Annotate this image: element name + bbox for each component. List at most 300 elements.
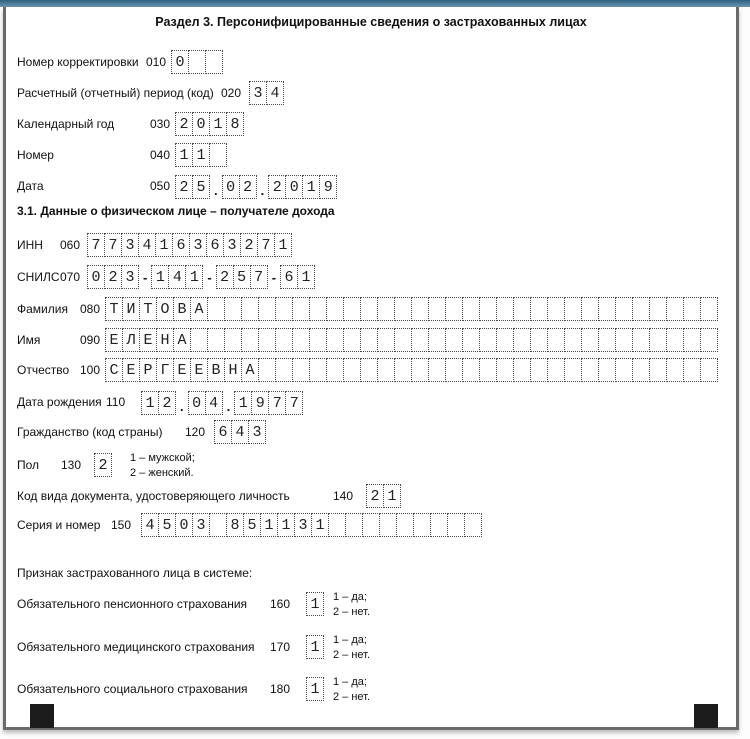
form-cell: 1	[185, 265, 203, 289]
form-cell	[445, 297, 463, 321]
form-cell: Л	[122, 328, 140, 352]
form-cell: 2	[175, 175, 193, 199]
cell-separator: .	[226, 399, 231, 414]
form-cell: 1	[383, 484, 401, 508]
form-cell: 4	[141, 513, 159, 537]
form-cell	[666, 297, 684, 321]
field-code: 120	[185, 425, 206, 439]
form-cell: Г	[156, 358, 174, 382]
subsection-31-title: 3.1. Данные о физическом лице – получателе дохода	[17, 204, 335, 218]
form-cell	[530, 328, 548, 352]
field-legend	[333, 633, 370, 663]
form-cell	[649, 297, 667, 321]
field-code: 010	[146, 55, 167, 69]
form-cell: 3	[249, 81, 267, 105]
form-cell	[700, 328, 718, 352]
form-cell: 9	[251, 391, 269, 415]
form-cell	[343, 328, 361, 352]
cell-separator: -	[271, 269, 277, 285]
form-cell	[564, 358, 582, 382]
cell-group	[105, 328, 718, 352]
form-cell	[564, 297, 582, 321]
cell-group	[175, 112, 244, 136]
form-cell: Т	[139, 297, 157, 321]
form-cell	[377, 297, 395, 321]
form-cell: 4	[168, 265, 186, 289]
form-cell	[224, 328, 242, 352]
field-row-doc-code	[6, 484, 736, 508]
form-cell	[428, 328, 446, 352]
form-cell: 1	[306, 677, 324, 701]
form-cell	[377, 328, 395, 352]
form-cell	[530, 297, 548, 321]
cell-separator: .	[214, 183, 218, 198]
field-row-period	[6, 81, 736, 105]
cell-group	[222, 175, 257, 199]
form-cell	[394, 328, 412, 352]
legend-line: 1 – да;	[333, 676, 367, 688]
legend-line: 1 – да;	[333, 634, 367, 646]
field-code: 040	[150, 148, 171, 162]
form-cell	[292, 297, 310, 321]
form-cell: 1	[141, 391, 159, 415]
field-cells	[87, 233, 292, 257]
form-cell	[547, 358, 565, 382]
field-row-series-number	[6, 513, 736, 537]
field-label: ИНН	[17, 238, 43, 252]
form-cell	[309, 297, 327, 321]
form-cell	[292, 328, 310, 352]
form-cell	[190, 328, 208, 352]
form-cell: 1	[175, 143, 193, 167]
field-row-first-name	[6, 328, 736, 352]
field-code: 180	[270, 682, 291, 696]
cell-separator: .	[180, 399, 184, 414]
form-cell	[209, 143, 227, 167]
form-cell: 2	[216, 265, 234, 289]
form-cell	[209, 513, 227, 537]
form-cell: 3	[223, 233, 241, 257]
cell-group	[87, 233, 292, 257]
form-cell	[360, 358, 378, 382]
form-cell: 6	[214, 420, 232, 444]
field-legend	[333, 675, 370, 705]
form-cell	[581, 297, 599, 321]
form-cell: 7	[285, 391, 303, 415]
form-cell	[683, 328, 701, 352]
insured-attribute-header: Признак застрахованного лица в системе:	[17, 566, 253, 580]
form-cell: 1	[306, 592, 324, 616]
form-cell: 0	[222, 175, 240, 199]
field-legend	[333, 590, 370, 620]
form-cell	[328, 513, 346, 537]
form-cell	[207, 328, 225, 352]
cell-group	[87, 265, 139, 289]
cell-group	[280, 265, 315, 289]
cell-group	[151, 265, 203, 289]
cell-group	[268, 175, 337, 199]
cell-separator: .	[260, 183, 265, 198]
form-cell: 1	[311, 513, 329, 537]
form-cell	[464, 513, 482, 537]
cell-group	[105, 358, 718, 382]
field-cells	[105, 328, 718, 352]
form-cell: 1	[306, 635, 324, 659]
form-cell: 5	[192, 175, 210, 199]
cell-separator: -	[143, 269, 148, 285]
field-label: Гражданство (код страны)	[17, 425, 163, 439]
field-code: 110	[106, 395, 126, 409]
field-label: Код вида документа, удостоверяющего личность	[17, 489, 290, 503]
field-label: Имя	[17, 333, 41, 347]
cell-group	[214, 420, 266, 444]
form-cell	[445, 328, 463, 352]
form-cell	[360, 328, 378, 352]
form-cell	[479, 328, 497, 352]
field-cells	[249, 81, 284, 105]
form-cell: 0	[285, 175, 303, 199]
field-cells	[366, 484, 401, 508]
legend-line: 2 – нет.	[333, 691, 371, 703]
form-cell: И	[122, 297, 140, 321]
field-row-gender	[6, 453, 736, 477]
legend-line: 1 – мужской;	[130, 452, 195, 464]
form-cell: Е	[139, 328, 157, 352]
form-cell	[462, 297, 480, 321]
form-cell: Н	[156, 328, 174, 352]
form-cell: 3	[121, 265, 139, 289]
form-cell: 3	[248, 420, 266, 444]
registration-mark-icon	[30, 704, 54, 728]
field-row-birth-date	[6, 390, 736, 414]
cell-group	[188, 391, 223, 415]
field-code: 140	[333, 489, 354, 503]
form-cell: 6	[280, 265, 298, 289]
form-cell: 2	[158, 391, 176, 415]
field-cells	[175, 143, 227, 167]
form-cell: 1	[155, 233, 173, 257]
form-cell	[428, 297, 446, 321]
field-row-medical-insurance	[6, 635, 736, 659]
form-cell: 1	[277, 513, 295, 537]
form-cell	[430, 513, 448, 537]
form-cell	[615, 297, 633, 321]
cell-group	[306, 677, 324, 701]
registration-mark-icon	[694, 704, 718, 728]
field-code: 060	[60, 238, 81, 252]
form-cell	[615, 328, 633, 352]
field-label: Обязательного пенсионного страхования	[17, 597, 248, 611]
field-code: 150	[111, 518, 132, 532]
form-cell: 0	[87, 265, 105, 289]
field-label: Пол	[17, 458, 40, 472]
form-cell: 7	[268, 391, 286, 415]
form-cell	[309, 328, 327, 352]
form-cell	[462, 358, 480, 382]
form-cell	[666, 358, 684, 382]
form-cell	[377, 358, 395, 382]
form-cell	[530, 358, 548, 382]
form-cell: А	[241, 358, 259, 382]
cell-group	[105, 297, 718, 321]
form-cell	[258, 328, 276, 352]
form-cell	[411, 328, 429, 352]
form-cell	[275, 297, 293, 321]
form-cell	[188, 50, 206, 74]
form-cell: Е	[190, 358, 208, 382]
field-label: Номер корректировки	[17, 55, 139, 69]
field-cells	[94, 453, 112, 477]
cell-group	[141, 391, 176, 415]
cell-group	[234, 391, 303, 415]
form-cell	[649, 328, 667, 352]
field-row-citizenship	[6, 420, 736, 444]
form-cell: 3	[189, 233, 207, 257]
cell-group	[249, 81, 284, 105]
cell-separator: -	[207, 269, 212, 285]
form-cell: 2	[240, 233, 258, 257]
field-cells	[306, 677, 324, 701]
form-cell	[462, 328, 480, 352]
form-cell: 1	[274, 233, 292, 257]
field-cells	[105, 297, 718, 321]
form-cell	[428, 358, 446, 382]
form-cell: 4	[231, 420, 249, 444]
form-cell	[700, 358, 718, 382]
field-label: Дата	[17, 179, 44, 193]
form-cell: О	[156, 297, 174, 321]
form-cell	[309, 358, 327, 382]
form-cell: 7	[104, 233, 122, 257]
form-cell	[207, 297, 225, 321]
form-cell	[343, 358, 361, 382]
form-cell: 8	[226, 112, 244, 136]
form-cell	[649, 358, 667, 382]
form-cell	[513, 328, 531, 352]
field-legend	[130, 451, 195, 481]
form-cell	[479, 358, 497, 382]
field-cells	[87, 265, 315, 289]
field-row-pension-insurance	[6, 592, 736, 616]
field-cells	[141, 390, 303, 416]
field-row-patronymic	[6, 358, 736, 382]
cell-group	[216, 265, 268, 289]
cell-group	[141, 513, 482, 537]
form-cell: 7	[257, 233, 275, 257]
form-cell	[496, 358, 514, 382]
form-cell: 3	[192, 513, 210, 537]
form-cell: 1	[209, 112, 227, 136]
form-cell: 0	[192, 112, 210, 136]
form-cell: Е	[173, 358, 191, 382]
form-cell	[666, 328, 684, 352]
form-cell: Т	[105, 297, 123, 321]
field-label: Дата рождения	[17, 395, 102, 409]
form-cell: 2	[366, 484, 384, 508]
form-cell	[362, 513, 380, 537]
form-cell: С	[105, 358, 123, 382]
form-cell: 2	[239, 175, 257, 199]
form-cell	[345, 513, 363, 537]
legend-line: 1 – да;	[333, 591, 367, 603]
form-cell: В	[207, 358, 225, 382]
field-code: 030	[150, 117, 171, 131]
field-code: 170	[270, 640, 291, 654]
field-cells	[141, 513, 482, 537]
form-cell: 1	[260, 513, 278, 537]
cell-group	[175, 175, 210, 199]
field-cells	[214, 420, 266, 444]
form-cell: 7	[87, 233, 105, 257]
form-cell	[700, 297, 718, 321]
form-cell: А	[173, 328, 191, 352]
form-cell	[447, 513, 465, 537]
field-label: Номер	[17, 148, 54, 162]
form-cell: 0	[175, 513, 193, 537]
field-code: 100	[80, 363, 101, 377]
form-cell: 1	[297, 265, 315, 289]
form-cell: 7	[250, 265, 268, 289]
form-cell	[547, 328, 565, 352]
form-cell: 6	[206, 233, 224, 257]
field-cells	[306, 635, 324, 659]
legend-line: 2 – нет.	[333, 606, 371, 618]
form-cell: Н	[224, 358, 242, 382]
form-cell: 2	[175, 112, 193, 136]
form-cell: 5	[243, 513, 261, 537]
form-cell	[326, 328, 344, 352]
form-cell	[581, 358, 599, 382]
field-row-date	[6, 174, 736, 198]
form-cell: 2	[94, 453, 112, 477]
form-cell: 9	[319, 175, 337, 199]
field-label: Расчетный (отчетный) период (код)	[17, 86, 214, 100]
form-cell	[445, 358, 463, 382]
form-cell	[258, 358, 276, 382]
field-label: Серия и номер	[17, 518, 101, 532]
form-cell: 3	[121, 233, 139, 257]
form-cell: 4	[266, 81, 284, 105]
form-cell	[292, 358, 310, 382]
field-code: 070	[60, 270, 81, 284]
form-cell	[343, 297, 361, 321]
field-label: Обязательного социального страхования	[17, 682, 248, 696]
form-cell: 5	[158, 513, 176, 537]
form-cell: Е	[122, 358, 140, 382]
field-row-number	[6, 143, 736, 167]
field-code: 090	[80, 333, 101, 347]
form-cell	[258, 297, 276, 321]
field-code: 080	[80, 302, 101, 316]
form-cell	[326, 358, 344, 382]
form-cell	[379, 513, 397, 537]
form-cell	[360, 297, 378, 321]
field-row-social-insurance	[6, 677, 736, 701]
form-cell: 3	[294, 513, 312, 537]
form-cell: Р	[139, 358, 157, 382]
form-cell: 2	[104, 265, 122, 289]
form-cell	[496, 297, 514, 321]
form-cell: 1	[151, 265, 169, 289]
form-cell: 4	[138, 233, 156, 257]
legend-line: 2 – нет.	[333, 649, 371, 661]
form-cell	[396, 513, 414, 537]
field-cells	[175, 174, 337, 200]
form-cell	[581, 328, 599, 352]
form-cell	[513, 297, 531, 321]
form-cell: 1	[234, 391, 252, 415]
field-label: Фамилия	[17, 302, 68, 316]
field-label: Обязательного медицинского страхования	[17, 640, 255, 654]
field-code: 130	[61, 458, 82, 472]
form-cell	[411, 358, 429, 382]
field-code: 020	[221, 86, 242, 100]
form-cell: 1	[192, 143, 210, 167]
field-row-correction-number	[6, 50, 736, 74]
field-row-inn	[6, 233, 736, 257]
section-title: Раздел 3. Персонифицированные сведения о застрахованных лицах	[155, 15, 587, 29]
field-cells	[175, 112, 244, 136]
form-cell	[275, 358, 293, 382]
form-cell	[513, 358, 531, 382]
form-cell	[394, 358, 412, 382]
cell-group	[94, 453, 112, 477]
form-cell	[615, 358, 633, 382]
field-cells	[306, 592, 324, 616]
form-cell	[496, 328, 514, 352]
form-cell: 0	[188, 391, 206, 415]
form-cell: В	[173, 297, 191, 321]
cell-group	[175, 143, 227, 167]
form-cell	[683, 358, 701, 382]
form-cell	[241, 328, 259, 352]
cell-group	[306, 635, 324, 659]
form-cell	[241, 297, 259, 321]
cell-group	[171, 50, 223, 74]
cell-group	[306, 592, 324, 616]
field-row-surname	[6, 297, 736, 321]
form-cell	[479, 297, 497, 321]
form-cell	[413, 513, 431, 537]
form-cell	[632, 297, 650, 321]
field-row-snils	[6, 265, 736, 289]
field-code: 050	[150, 179, 171, 193]
form-cell	[598, 358, 616, 382]
form-cell: 8	[226, 513, 244, 537]
form-cell	[326, 297, 344, 321]
form-cell	[598, 297, 616, 321]
form-cell	[394, 297, 412, 321]
form-cell	[564, 328, 582, 352]
form-cell	[411, 297, 429, 321]
cell-group	[366, 484, 401, 508]
field-label: Календарный год	[17, 117, 115, 131]
form-cell: Е	[105, 328, 123, 352]
field-row-calendar-year	[6, 112, 736, 136]
field-cells	[105, 358, 718, 382]
form-page	[3, 7, 739, 730]
form-cell	[598, 328, 616, 352]
field-label: СНИЛС	[17, 270, 60, 284]
form-cell	[224, 297, 242, 321]
form-cell	[632, 328, 650, 352]
form-cell	[632, 358, 650, 382]
form-cell: 5	[233, 265, 251, 289]
form-cell	[683, 297, 701, 321]
form-cell: 6	[172, 233, 190, 257]
form-cell: А	[190, 297, 208, 321]
top-accent-bar	[0, 0, 750, 7]
